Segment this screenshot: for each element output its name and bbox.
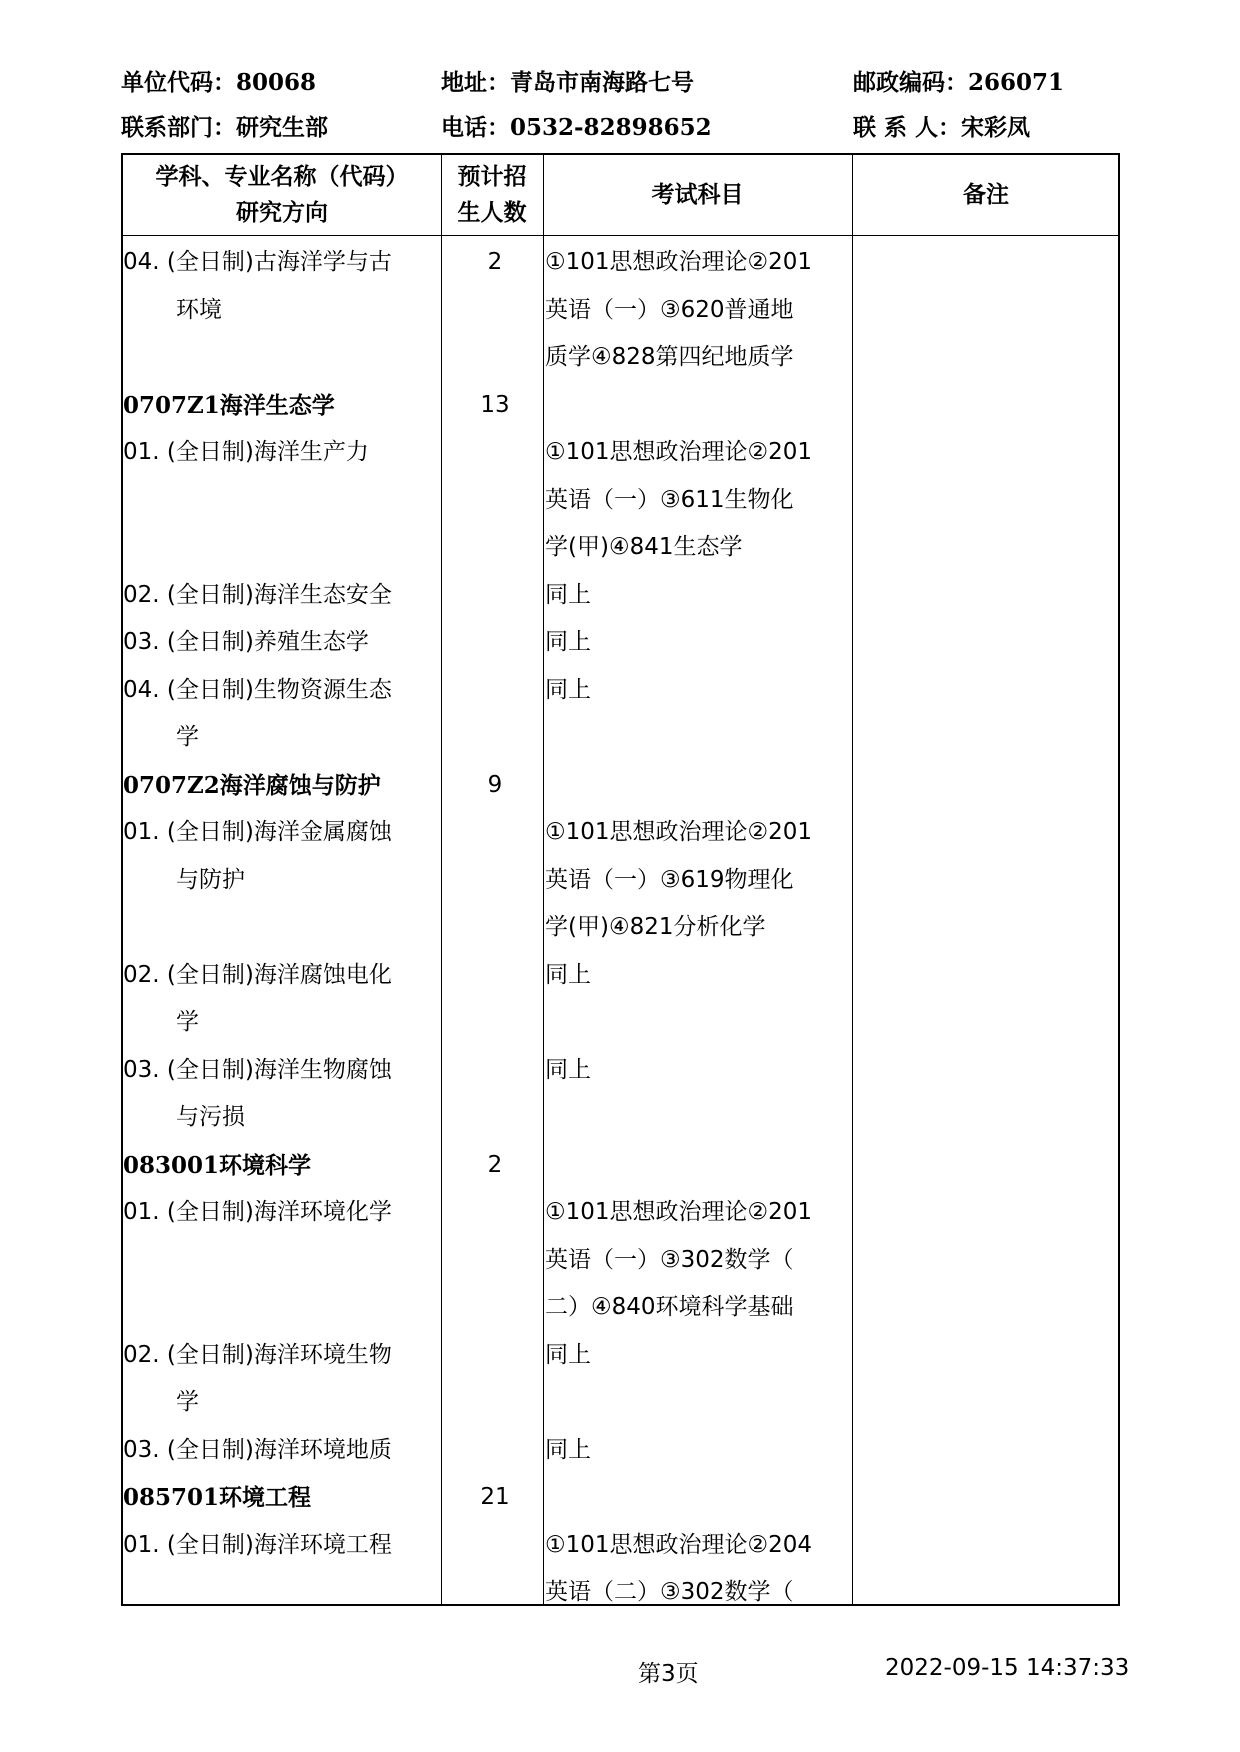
research-direction [123, 572, 433, 620]
column-header-exam [543, 155, 852, 235]
major-name-text: 0707Z2海洋腐蚀与防护 [123, 771, 381, 799]
enrollment-count [445, 1332, 545, 1380]
exam-subjects [545, 1047, 845, 1095]
enrollment-count [445, 1427, 545, 1475]
major-name [123, 382, 433, 430]
exam-subject-text: 同上 [545, 676, 591, 703]
exam-subject-text: 英语（一）③611生物化 [545, 486, 794, 513]
column-header-major-line2: 研究方向 [236, 199, 328, 226]
direction-text: 环境 [176, 296, 222, 323]
direction-row [123, 619, 1118, 667]
direction-row [123, 1189, 1118, 1332]
major-name [123, 762, 433, 810]
direction-row [123, 572, 1118, 620]
exam-subject-text: 同上 [545, 1341, 591, 1368]
major-row [123, 762, 1118, 810]
exam-subject-text: 学(甲)④821分析化学 [545, 914, 766, 940]
column-header-count-line1: 预计招 [457, 163, 527, 190]
exam-subjects [545, 619, 845, 667]
major-name [123, 1474, 433, 1522]
direction-row [123, 239, 1118, 382]
column-header-count-line2: 生人数 [457, 199, 527, 226]
exam-subjects [545, 1189, 845, 1332]
direction-text: 与污损 [176, 1104, 245, 1130]
exam-subject-text: ①101思想政治理论②201 [545, 439, 813, 465]
enrollment-table [121, 153, 1120, 1606]
exam-subjects [545, 1427, 845, 1475]
column-header-major [123, 155, 441, 235]
major-name-text: 083001环境科学 [123, 1151, 312, 1179]
exam-subject-text: ①101思想政治理论②201 [545, 1199, 813, 1225]
contact-person: 联 系 人：宋彩凤 [853, 114, 1031, 141]
direction-text: 04. (全日制)生物资源生态 [123, 676, 392, 703]
exam-subject-text: 同上 [545, 1436, 591, 1463]
research-direction [123, 619, 433, 667]
direction-row [123, 1047, 1118, 1142]
exam-subject-text: ①101思想政治理论②201 [545, 249, 813, 275]
exam-subjects [545, 809, 845, 952]
research-direction [123, 1189, 433, 1237]
direction-row [123, 1522, 1118, 1617]
enrollment-count: 13 [480, 391, 510, 418]
direction-text: 02. (全日制)海洋腐蚀电化 [123, 961, 392, 988]
exam-subjects [545, 952, 845, 1000]
exam-subject-text: ①101思想政治理论②201 [545, 819, 813, 845]
enrollment-count [445, 619, 545, 667]
direction-text: 01. (全日制)海洋环境化学 [123, 1199, 392, 1225]
exam-subject-text: 同上 [545, 961, 591, 988]
exam-subjects [545, 239, 845, 382]
exam-subjects [545, 667, 845, 715]
exam-subjects [545, 429, 845, 572]
direction-text: 02. (全日制)海洋生态安全 [123, 581, 392, 608]
exam-subject-text: 二）④840环境科学基础 [545, 1294, 794, 1320]
column-header-notes-label: 备注 [963, 181, 1009, 208]
major-name-text: 085701环境工程 [123, 1484, 312, 1511]
direction-row [123, 1427, 1118, 1475]
enrollment-count [445, 429, 545, 477]
research-direction [123, 1332, 433, 1427]
contact-department: 联系部门：研究生部 [121, 114, 328, 141]
header-divider [123, 235, 1118, 236]
direction-text: 学 [176, 1389, 199, 1415]
research-direction [123, 809, 433, 904]
address: 地址：青岛市南海路七号 [441, 69, 694, 96]
research-direction [123, 239, 433, 334]
timestamp: 2022-09-15 14:37:33 [885, 1655, 1130, 1681]
enrollment-count [445, 952, 545, 1000]
column-header-exam-label: 考试科目 [651, 181, 744, 208]
column-header-count [441, 155, 543, 235]
direction-text: 学 [176, 1009, 199, 1035]
direction-text: 03. (全日制)海洋生物腐蚀 [123, 1056, 392, 1083]
unit-code: 单位代码：80068 [121, 69, 317, 96]
enrollment-count [445, 1189, 545, 1237]
exam-subject-text: 英语（一）③620普通地 [545, 296, 794, 323]
enrollment-count [445, 809, 545, 857]
exam-subject-text: 同上 [545, 629, 591, 655]
column-header-notes [852, 155, 1120, 235]
enrollment-count [445, 667, 545, 715]
direction-text: 04. (全日制)古海洋学与古 [123, 249, 392, 275]
research-direction [123, 1522, 433, 1570]
enrollment-count: 21 [480, 1484, 510, 1510]
phone: 电话：0532-82898652 [441, 114, 712, 141]
exam-subject-text: 英语（二）③302数学（ [545, 1579, 794, 1605]
exam-subject-text: 质学④828第四纪地质学 [545, 344, 794, 370]
exam-subjects [545, 1522, 845, 1617]
exam-subject-text: 英语（一）③619物理化 [545, 866, 794, 893]
exam-subject-text: 同上 [545, 581, 591, 608]
enrollment-count [445, 1047, 545, 1095]
exam-subject-text: ①101思想政治理论②204 [545, 1531, 813, 1558]
major-row [123, 382, 1118, 430]
direction-text: 01. (全日制)海洋金属腐蚀 [123, 819, 392, 845]
direction-text: 01. (全日制)海洋生产力 [123, 439, 369, 465]
enrollment-count: 2 [487, 1151, 503, 1178]
major-name-text: 0707Z1海洋生态学 [123, 391, 335, 419]
enrollment-count: 9 [487, 771, 503, 798]
column-header-major-line1: 学科、专业名称（代码） [155, 163, 409, 190]
direction-text: 与防护 [176, 866, 245, 893]
direction-text: 01. (全日制)海洋环境工程 [123, 1531, 392, 1558]
postal-code: 邮政编码：266071 [853, 69, 1065, 96]
research-direction [123, 667, 433, 762]
enrollment-count: 2 [487, 249, 503, 275]
major-row [123, 1474, 1118, 1522]
direction-row [123, 809, 1118, 952]
exam-subjects [545, 572, 845, 620]
research-direction [123, 1047, 433, 1142]
direction-row [123, 667, 1118, 762]
research-direction [123, 952, 433, 1047]
exam-subject-text: 英语（一）③302数学（ [545, 1246, 794, 1273]
direction-text: 03. (全日制)海洋环境地质 [123, 1436, 392, 1463]
research-direction [123, 429, 433, 477]
direction-text: 03. (全日制)养殖生态学 [123, 629, 369, 655]
major-name [123, 1142, 433, 1190]
enrollment-count [445, 1522, 545, 1570]
exam-subject-text: 学(甲)④841生态学 [545, 534, 743, 560]
page-number: 第3页 [638, 1661, 699, 1687]
direction-row [123, 429, 1118, 572]
direction-row [123, 1332, 1118, 1427]
direction-text: 02. (全日制)海洋环境生物 [123, 1341, 392, 1368]
direction-row [123, 952, 1118, 1047]
major-row [123, 1142, 1118, 1190]
enrollment-count [445, 572, 545, 620]
direction-text: 学 [176, 724, 199, 750]
exam-subjects [545, 1332, 845, 1380]
research-direction [123, 1427, 433, 1475]
exam-subject-text: 同上 [545, 1056, 591, 1083]
